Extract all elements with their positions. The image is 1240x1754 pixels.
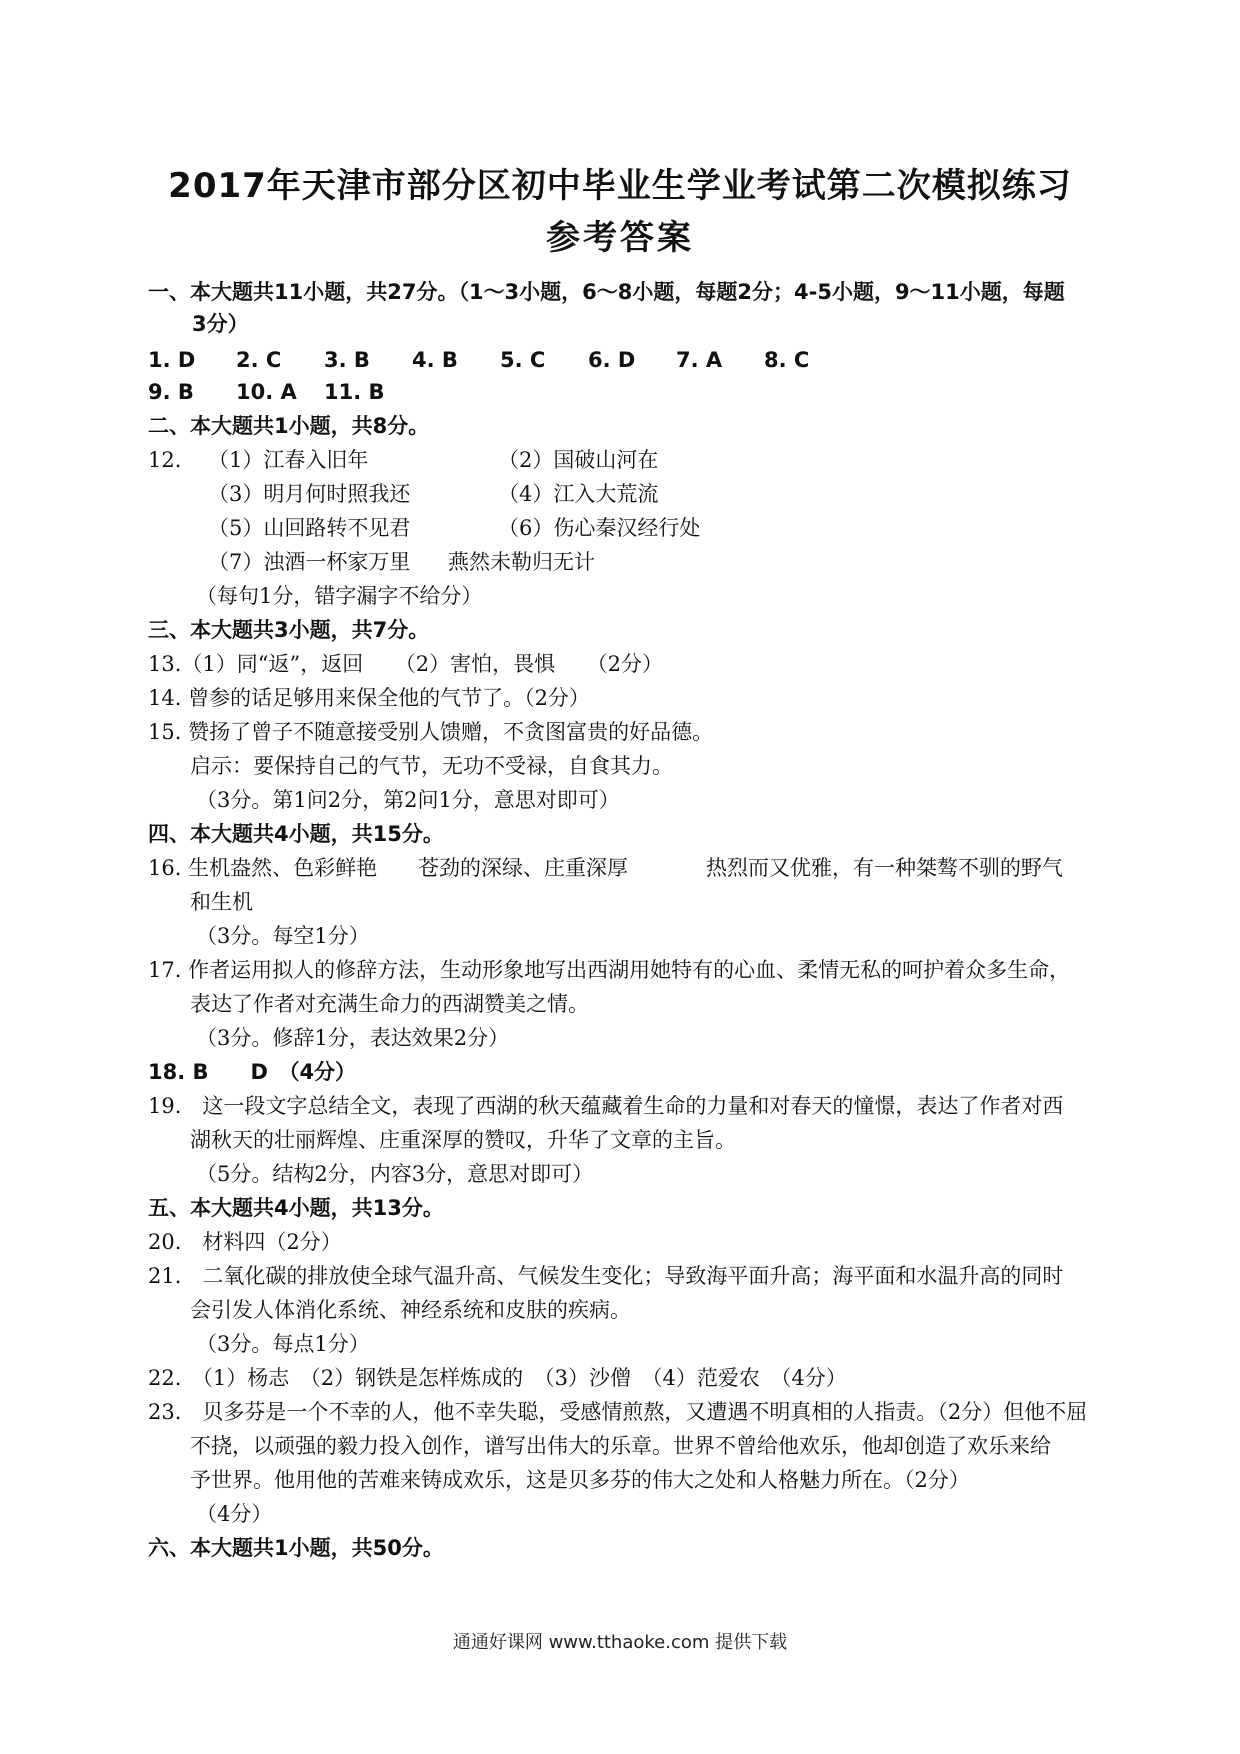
q12-answer-2: （2）国破山河在 <box>498 448 659 472</box>
q23-answer: 23. 贝多芬是一个不幸的人，他不幸失聪，受感情煎熬，又遭遇不明真相的人指责。（2分）但他不屈 <box>148 1400 1088 1424</box>
answer-4: 4. B <box>412 348 458 372</box>
q15-scoring-note: （3分。第1问2分，第2问1分，意思对即可） <box>196 788 620 812</box>
q12-answer-5: （5）山回路转不见君 <box>208 516 411 540</box>
section-1-heading: 一、本大题共11小题，共27分。（1～3小题，6～8小题，每题2分；4-5小题，9～11小题，每题 <box>148 280 1065 304</box>
q17-answer: 17. 作者运用拟人的修辞方法，生动形象地写出西湖用她特有的心血、柔情无私的呵护着众多生命， <box>148 958 1071 982</box>
q12-answer-1: （1）江春入旧年 <box>208 448 369 472</box>
answers-row-2 <box>148 378 412 406</box>
q19-answer-cont: 湖秋天的壮丽辉煌、庄重深厚的赞叹，升华了文章的主旨。 <box>190 1128 736 1152</box>
q12-answer-3: （3）明月何时照我还 <box>208 482 411 506</box>
q16-scoring-note: （3分。每空1分） <box>196 924 370 948</box>
q15-insight: 启示：要保持自己的气节，无功不受禄，自食其力。 <box>190 754 673 778</box>
q16-answer-1: 16. 生机盎然、色彩鲜艳 <box>148 856 378 880</box>
q19-scoring-note: （5分。结构2分，内容3分，意思对即可） <box>196 1162 594 1186</box>
q12-answer-7: （7）浊酒一杯家万里 <box>208 550 411 574</box>
q14-answer: 14. 曾参的话足够用来保全他的气节了。（2分） <box>148 686 590 710</box>
section-2-heading: 二、本大题共1小题，共8分。 <box>148 414 430 438</box>
answer-6: 6. D <box>588 348 636 372</box>
q15-answer: 15. 赞扬了曾子不随意接受别人馈赠，不贪图富贵的好品德。 <box>148 720 714 744</box>
q16-answer-2: 苍劲的深绿、庄重深厚 <box>418 856 628 880</box>
q21-answer-cont: 会引发人体消化系统、神经系统和皮肤的疾病。 <box>190 1298 631 1322</box>
q12-answer-6: （6）伤心秦汉经行处 <box>498 516 701 540</box>
q21-scoring-note: （3分。每点1分） <box>196 1332 370 1356</box>
answers-row-1 <box>148 346 852 374</box>
q16-answer-3: 热烈而又优雅，有一种桀骜不驯的野气 <box>706 856 1063 880</box>
q13-answer: 13.（1）同“返”，返回 （2）害怕，畏惧 （2分） <box>148 652 663 676</box>
q20-answer: 20. 材料四（2分） <box>148 1230 342 1254</box>
q12-scoring-note: （每句1分，错字漏字不给分） <box>196 584 483 608</box>
page-subtitle: 参考答案 <box>546 218 694 258</box>
q16-answer-3-cont: 和生机 <box>190 890 253 914</box>
section-3-heading: 三、本大题共3小题，共7分。 <box>148 618 430 642</box>
q12-answer-7b: 燕然未勒归无计 <box>448 550 595 574</box>
answer-8: 8. C <box>764 348 810 372</box>
answer-1: 1. D <box>148 348 196 372</box>
answer-5: 5. C <box>500 348 546 372</box>
footer-source: 通通好课网 www.tthaoke.com 提供下载 <box>452 1632 788 1653</box>
answer-2: 2. C <box>236 348 282 372</box>
page-title: 2017年天津市部分区初中毕业生学业考试第二次模拟练习 <box>168 166 1072 206</box>
section-6-heading: 六、本大题共1小题，共50分。 <box>148 1536 444 1560</box>
answer-9: 9. B <box>148 380 194 404</box>
q17-scoring-note: （3分。修辞1分，表达效果2分） <box>196 1026 510 1050</box>
q23-answer-cont-1: 不挠，以顽强的毅力投入创作，谱写出伟大的乐章。世界不曾给他欢乐，他却创造了欢乐来给 <box>190 1434 1051 1458</box>
section-1-heading-cont: 3分） <box>192 312 249 336</box>
q17-answer-cont: 表达了作者对充满生命力的西湖赞美之情。 <box>190 992 589 1016</box>
q12-answer-4: （4）江入大荒流 <box>498 482 659 506</box>
q21-answer: 21. 二氧化碳的排放使全球气温升高、气候发生变化；导致海平面升高；海平面和水温升高的同时 <box>148 1264 1064 1288</box>
q18-answer: 18. B D （4分） <box>148 1060 357 1084</box>
q23-scoring-note: （4分） <box>196 1502 273 1526</box>
q12-number: 12. <box>148 448 182 472</box>
section-4-heading: 四、本大题共4小题，共15分。 <box>148 822 444 846</box>
q23-answer-cont-2: 予世界。他用他的苦难来铸成欢乐，这是贝多芬的伟大之处和人格魅力所在。（2分） <box>190 1468 970 1492</box>
q19-answer: 19. 这一段文字总结全文，表现了西湖的秋天蕴藏着生命的力量和对春天的憧憬，表达了作者对西 <box>148 1094 1064 1118</box>
answer-11: 11. B <box>324 380 385 404</box>
section-5-heading: 五、本大题共4小题，共13分。 <box>148 1196 444 1220</box>
answer-10: 10. A <box>236 380 297 404</box>
answer-7: 7. A <box>676 348 723 372</box>
q22-answer: 22. （1）杨志 （2）钢铁是怎样炼成的 （3）沙僧 （4）范爱农 （4分） <box>148 1366 847 1390</box>
answer-3: 3. B <box>324 348 370 372</box>
